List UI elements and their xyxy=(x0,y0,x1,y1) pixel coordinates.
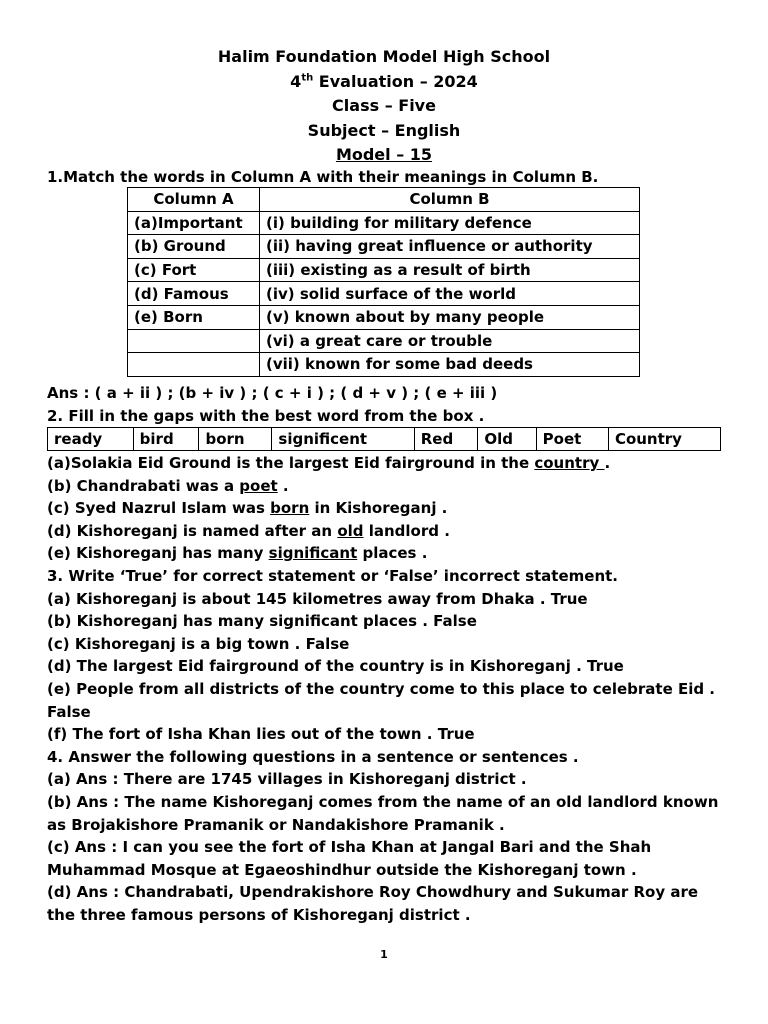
column-a-cell: (d) Famous xyxy=(128,282,260,306)
q4-answer-line: (c) Ans : I can you see the fort of Isha Khan at Jangal Bari and the Shah xyxy=(47,838,652,856)
q2-item-text: in Kishoreganj . xyxy=(309,499,448,517)
q2-item xyxy=(47,543,427,563)
school-name: Halim Foundation Model High School xyxy=(217,47,551,66)
q2-item-text: (a)Solakia Eid Ground is the largest Eid fairground in the xyxy=(47,454,535,472)
table-row xyxy=(128,258,640,282)
table-row xyxy=(128,211,640,235)
table-row xyxy=(128,282,640,306)
column-a-cell: (c) Fort xyxy=(128,258,260,282)
word-box-cell: born xyxy=(199,428,272,451)
q1-answer: Ans : ( a + ii ) ; (b + iv ) ; ( c + i ) ; ( d + v ) ; ( e + iii ) xyxy=(47,384,498,402)
q2-item xyxy=(47,521,450,541)
word-box-row xyxy=(48,428,721,451)
column-a-cell xyxy=(128,329,260,353)
q2-item-text: landlord . xyxy=(363,522,450,540)
q4-title: 4. Answer the following questions in a sentence or sentences . xyxy=(47,748,579,766)
column-a-header: Column A xyxy=(128,188,260,212)
q2-item-answer: poet xyxy=(239,477,278,495)
table-row xyxy=(128,329,640,353)
column-b-cell: (ii) having great influence or authority xyxy=(260,235,640,259)
column-b-cell: (vi) a great care or trouble xyxy=(260,329,640,353)
table-row xyxy=(128,235,640,259)
q2-item-answer: country xyxy=(534,454,605,472)
q3-statement: False xyxy=(47,703,91,721)
table-row xyxy=(128,305,640,329)
q4-answer-line: as Brojakishore Pramanik or Nandakishore Pramanik . xyxy=(47,816,505,834)
q2-item-text: (d) Kishoreganj is named after an xyxy=(47,522,338,540)
word-box-cell: Country xyxy=(608,428,720,451)
q2-item-text: (b) Chandrabati was a xyxy=(47,477,240,495)
model-title: Model – 15 xyxy=(335,145,433,164)
page-number: 1 xyxy=(380,948,388,961)
column-a-cell: (a)Important xyxy=(128,211,260,235)
column-b-cell: (v) known about by many people xyxy=(260,305,640,329)
q4-answer-line: Muhammad Mosque at Egaeoshindhur outside the Kishoreganj town . xyxy=(47,861,637,879)
evaluation-superscript: th xyxy=(301,72,314,84)
q4-answer-line: (d) Ans : Chandrabati, Upendrakishore Roy Chowdhury and Sukumar Roy are xyxy=(47,883,699,901)
q2-item xyxy=(47,476,289,496)
q2-item xyxy=(47,498,447,518)
q3-statement: (b) Kishoreganj has many significant places . False xyxy=(47,612,477,630)
q2-item-answer: significant xyxy=(268,544,358,562)
q2-item-answer: born xyxy=(270,499,310,517)
word-box-cell: Poet xyxy=(536,428,608,451)
class-title: Class – Five xyxy=(332,96,436,115)
q1-title: 1.Match the words in Column A with their meanings in Column B. xyxy=(47,168,599,186)
evaluation-number: 4 xyxy=(290,71,302,91)
q3-statement: (c) Kishoreganj is a big town . False xyxy=(47,635,350,653)
match-table-header-row xyxy=(128,188,640,212)
q2-item xyxy=(47,453,610,473)
evaluation-text: Evaluation – 2024 xyxy=(313,71,478,91)
q2-item-text: (e) Kishoreganj has many xyxy=(47,544,269,562)
q2-item-text: . xyxy=(604,454,611,472)
q4-answer-line: (b) Ans : The name Kishoreganj comes from the name of an old landlord known xyxy=(47,793,719,811)
q4-answer-line: (a) Ans : There are 1745 villages in Kishoreganj district . xyxy=(47,770,527,788)
evaluation-title xyxy=(0,70,768,95)
word-box-cell: significent xyxy=(272,428,414,451)
word-box-cell: Old xyxy=(478,428,536,451)
q3-title: 3. Write ‘True’ for correct statement or ‘False’ incorrect statement. xyxy=(47,567,618,585)
column-b-cell: (i) building for military defence xyxy=(260,211,640,235)
q2-item-text: (c) Syed Nazrul Islam was xyxy=(47,499,271,517)
q3-statement: (e) People from all districts of the country come to this place to celebrate Eid . xyxy=(47,680,716,698)
q3-statement: (a) Kishoreganj is about 145 kilometres away from Dhaka . True xyxy=(47,590,588,608)
table-row xyxy=(128,353,640,377)
column-a-cell: (b) Ground xyxy=(128,235,260,259)
word-box xyxy=(47,427,721,451)
q3-statement: (f) The fort of Isha Khan lies out of the town . True xyxy=(47,725,475,743)
column-b-cell: (iii) existing as a result of birth xyxy=(260,258,640,282)
q2-title: 2. Fill in the gaps with the best word from the box . xyxy=(47,407,485,425)
q4-answer-line: the three famous persons of Kishoreganj district . xyxy=(47,906,471,924)
subject-title: Subject – English xyxy=(307,120,461,140)
word-box-cell: ready xyxy=(48,428,134,451)
document-header xyxy=(0,45,768,168)
q2-item-text: places . xyxy=(357,544,428,562)
q2-item-answer: old xyxy=(337,522,364,540)
word-box-cell: bird xyxy=(133,428,199,451)
match-table xyxy=(127,187,640,377)
q2-item-text: . xyxy=(277,477,289,495)
column-a-cell: (e) Born xyxy=(128,305,260,329)
column-a-cell xyxy=(128,353,260,377)
q3-statement: (d) The largest Eid fairground of the country is in Kishoreganj . True xyxy=(47,657,624,675)
column-b-header: Column B xyxy=(260,188,640,212)
column-b-cell: (iv) solid surface of the world xyxy=(260,282,640,306)
column-b-cell: (vii) known for some bad deeds xyxy=(260,353,640,377)
word-box-cell: Red xyxy=(414,428,478,451)
